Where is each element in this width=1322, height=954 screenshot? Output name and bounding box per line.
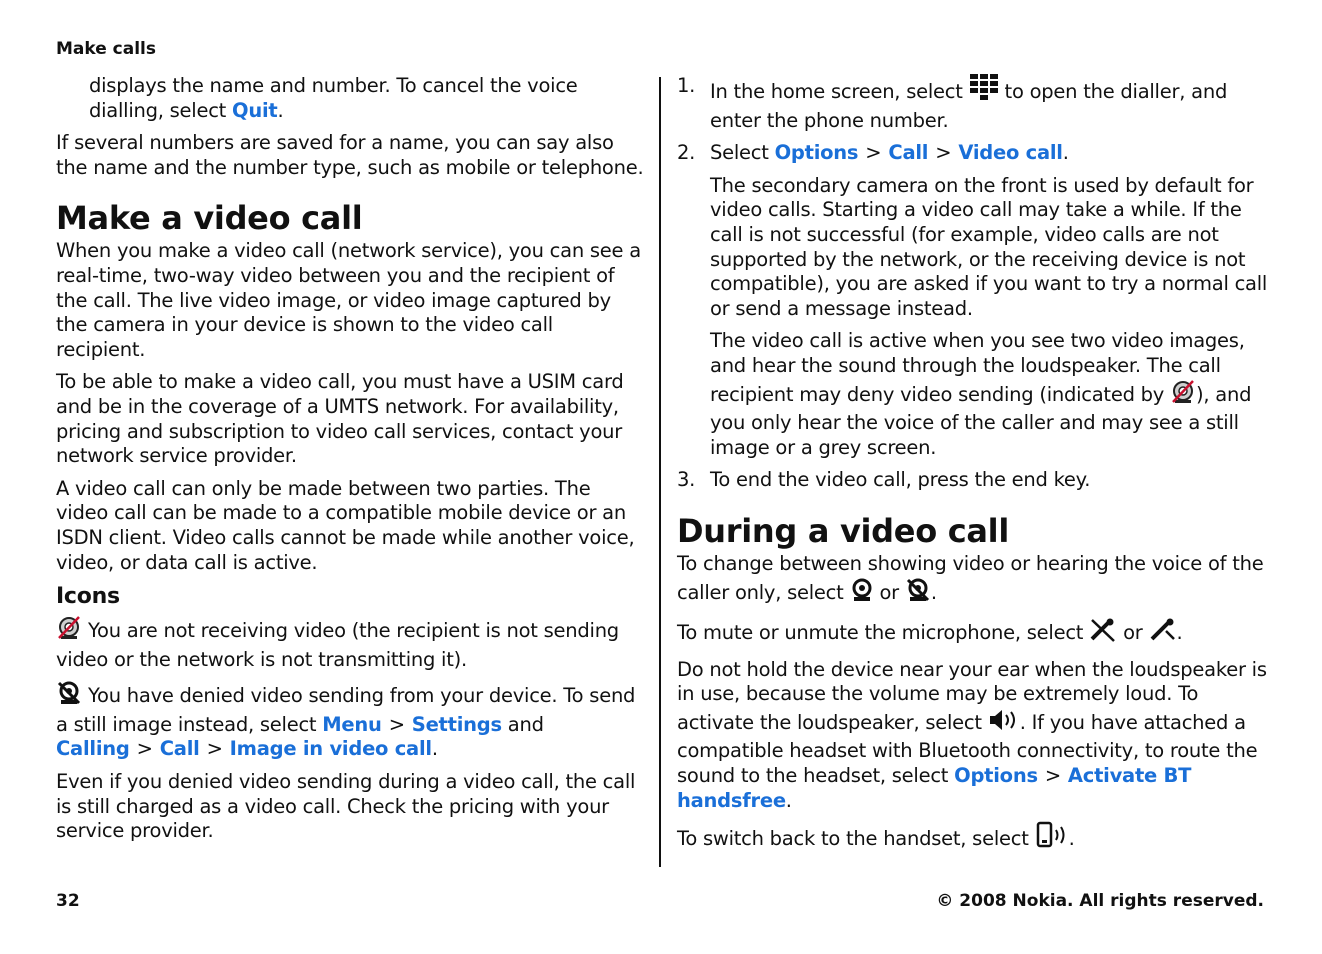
left-column xyxy=(56,74,646,852)
voice-dialling-paragraph: displays the name and number. To cancel the voice dialling, select Quit. xyxy=(89,74,578,122)
icons-heading: Icons xyxy=(56,584,120,610)
page-number: 32 xyxy=(56,891,80,911)
several-numbers-paragraph: If several numbers are saved for a name, you can say also the name and the number type, such as mobile or telephone. xyxy=(56,131,644,179)
video-denied-icon xyxy=(56,680,82,713)
column-divider xyxy=(659,77,661,867)
right-column xyxy=(677,74,1269,864)
camera-off-icon xyxy=(905,577,931,610)
make-paragraph-2: To be able to make a video call, you must have a USIM card and be in the coverage of a UMTS network. For availability, pricing and subscription to video call services, contact your network service provider. xyxy=(56,370,624,468)
step-1: 1. In the home screen, select to open the dialler, and enter the phone number. xyxy=(677,74,1228,132)
image-in-video-call-link[interactable]: Image in video call xyxy=(229,737,432,761)
camera-on-icon xyxy=(850,577,874,610)
call-link[interactable]: Call xyxy=(159,737,200,761)
calling-link[interactable]: Calling xyxy=(56,737,130,761)
handset-icon xyxy=(1035,821,1069,856)
settings-link[interactable]: Settings xyxy=(411,712,502,736)
call-link-right[interactable]: Call xyxy=(888,141,929,165)
change-paragraph: To change between showing video or hearing the voice of the caller only, select or . xyxy=(677,552,1269,609)
video-active-paragraph: The video call is active when you see two video images, and hear the sound through the loudspeaker. The call recipient may deny video sending (indicated by ), and you only hear the voice of the caller and may see a still image or a grey screen. xyxy=(710,329,1252,459)
video-not-received-icon xyxy=(56,615,82,648)
even-if-paragraph: Even if you denied video sending during a video call, the call is still charged as a video call. Check the pricing with your service provider. xyxy=(56,770,636,843)
dialler-icon xyxy=(969,74,999,109)
icon-paragraph-2: You have denied video sending from your device. To send a still image instead, select Menu > Settings and Calling > Call > Image in video call. xyxy=(56,680,646,762)
make-paragraph-3: A video call can only be made between two parties. The video call can be made to a compatible mobile device or an ISDN client. Video calls cannot be made while another voice, video, or data call is active. xyxy=(56,476,635,574)
quit-link[interactable]: Quit xyxy=(232,98,278,122)
make-paragraph-1: When you make a video call (network service), you can see a real-time, two-way video between you and the recipient of the call. The live video image, or video image captured by the camera in your device is shown to the video call recipient. xyxy=(56,239,641,361)
mic-mute-icon xyxy=(1089,617,1117,650)
mute-paragraph: To mute or unmute the microphone, select or . xyxy=(677,617,1269,650)
icon-paragraph-1: You are not receiving video (the recipient is not sending video or the network is not transmitting it). xyxy=(56,615,646,672)
menu-link[interactable]: Menu xyxy=(322,712,382,736)
secondary-camera-paragraph: The secondary camera on the front is used by default for video calls. Starting a video call may take a while. If the call is not successful (for example, video calls are not supported by the network, or the receiving device is not compatible), you are asked if you want to try a normal call or send a message instead. xyxy=(710,173,1268,320)
step-3: 3. To end the video call, press the end key. xyxy=(677,468,1091,492)
switch-handset-paragraph: To switch back to the handset, select . xyxy=(677,821,1269,856)
options-link[interactable]: Options xyxy=(774,141,859,165)
mic-unmute-icon xyxy=(1149,617,1177,650)
options-link-2[interactable]: Options xyxy=(954,764,1038,788)
loudspeaker-paragraph: Do not hold the device near your ear when the loudspeaker is in use, because the volume may be extremely loud. To activate the loudspeaker, select . If you have attached a compatible headset with Bluetooth connectivity, to route the sound to the headset, select Options > Activate BT handsfree. xyxy=(677,657,1267,812)
loudspeaker-icon xyxy=(988,707,1020,740)
step-2: 2. Select Options > Call > Video call. The secondary camera on the front is used by default for video calls. Starting a video call may take a while. If the call is not successful (for example, video calls are not supported by the network, or the receiving device is not compatible), you are asked if you want to try a normal call or send a message instead. The video call is active when you see two video images, and hear the sound through the loudspeaker. The call recipient may deny video sending (indicated by ), and you only hear the voice of the caller and may see a still image or a grey screen. xyxy=(677,141,1268,459)
steps-list xyxy=(677,74,1269,493)
video-call-link[interactable]: Video call xyxy=(958,141,1063,165)
during-video-call-heading: During a video call xyxy=(677,511,1010,550)
video-not-received-icon xyxy=(1170,379,1196,412)
running-header: Make calls xyxy=(56,39,157,59)
activate-bt-handsfree-link[interactable]: Activate BT handsfree xyxy=(677,764,1192,812)
make-video-call-heading: Make a video call xyxy=(56,199,363,238)
copyright: © 2008 Nokia. All rights reserved. xyxy=(936,891,1264,911)
